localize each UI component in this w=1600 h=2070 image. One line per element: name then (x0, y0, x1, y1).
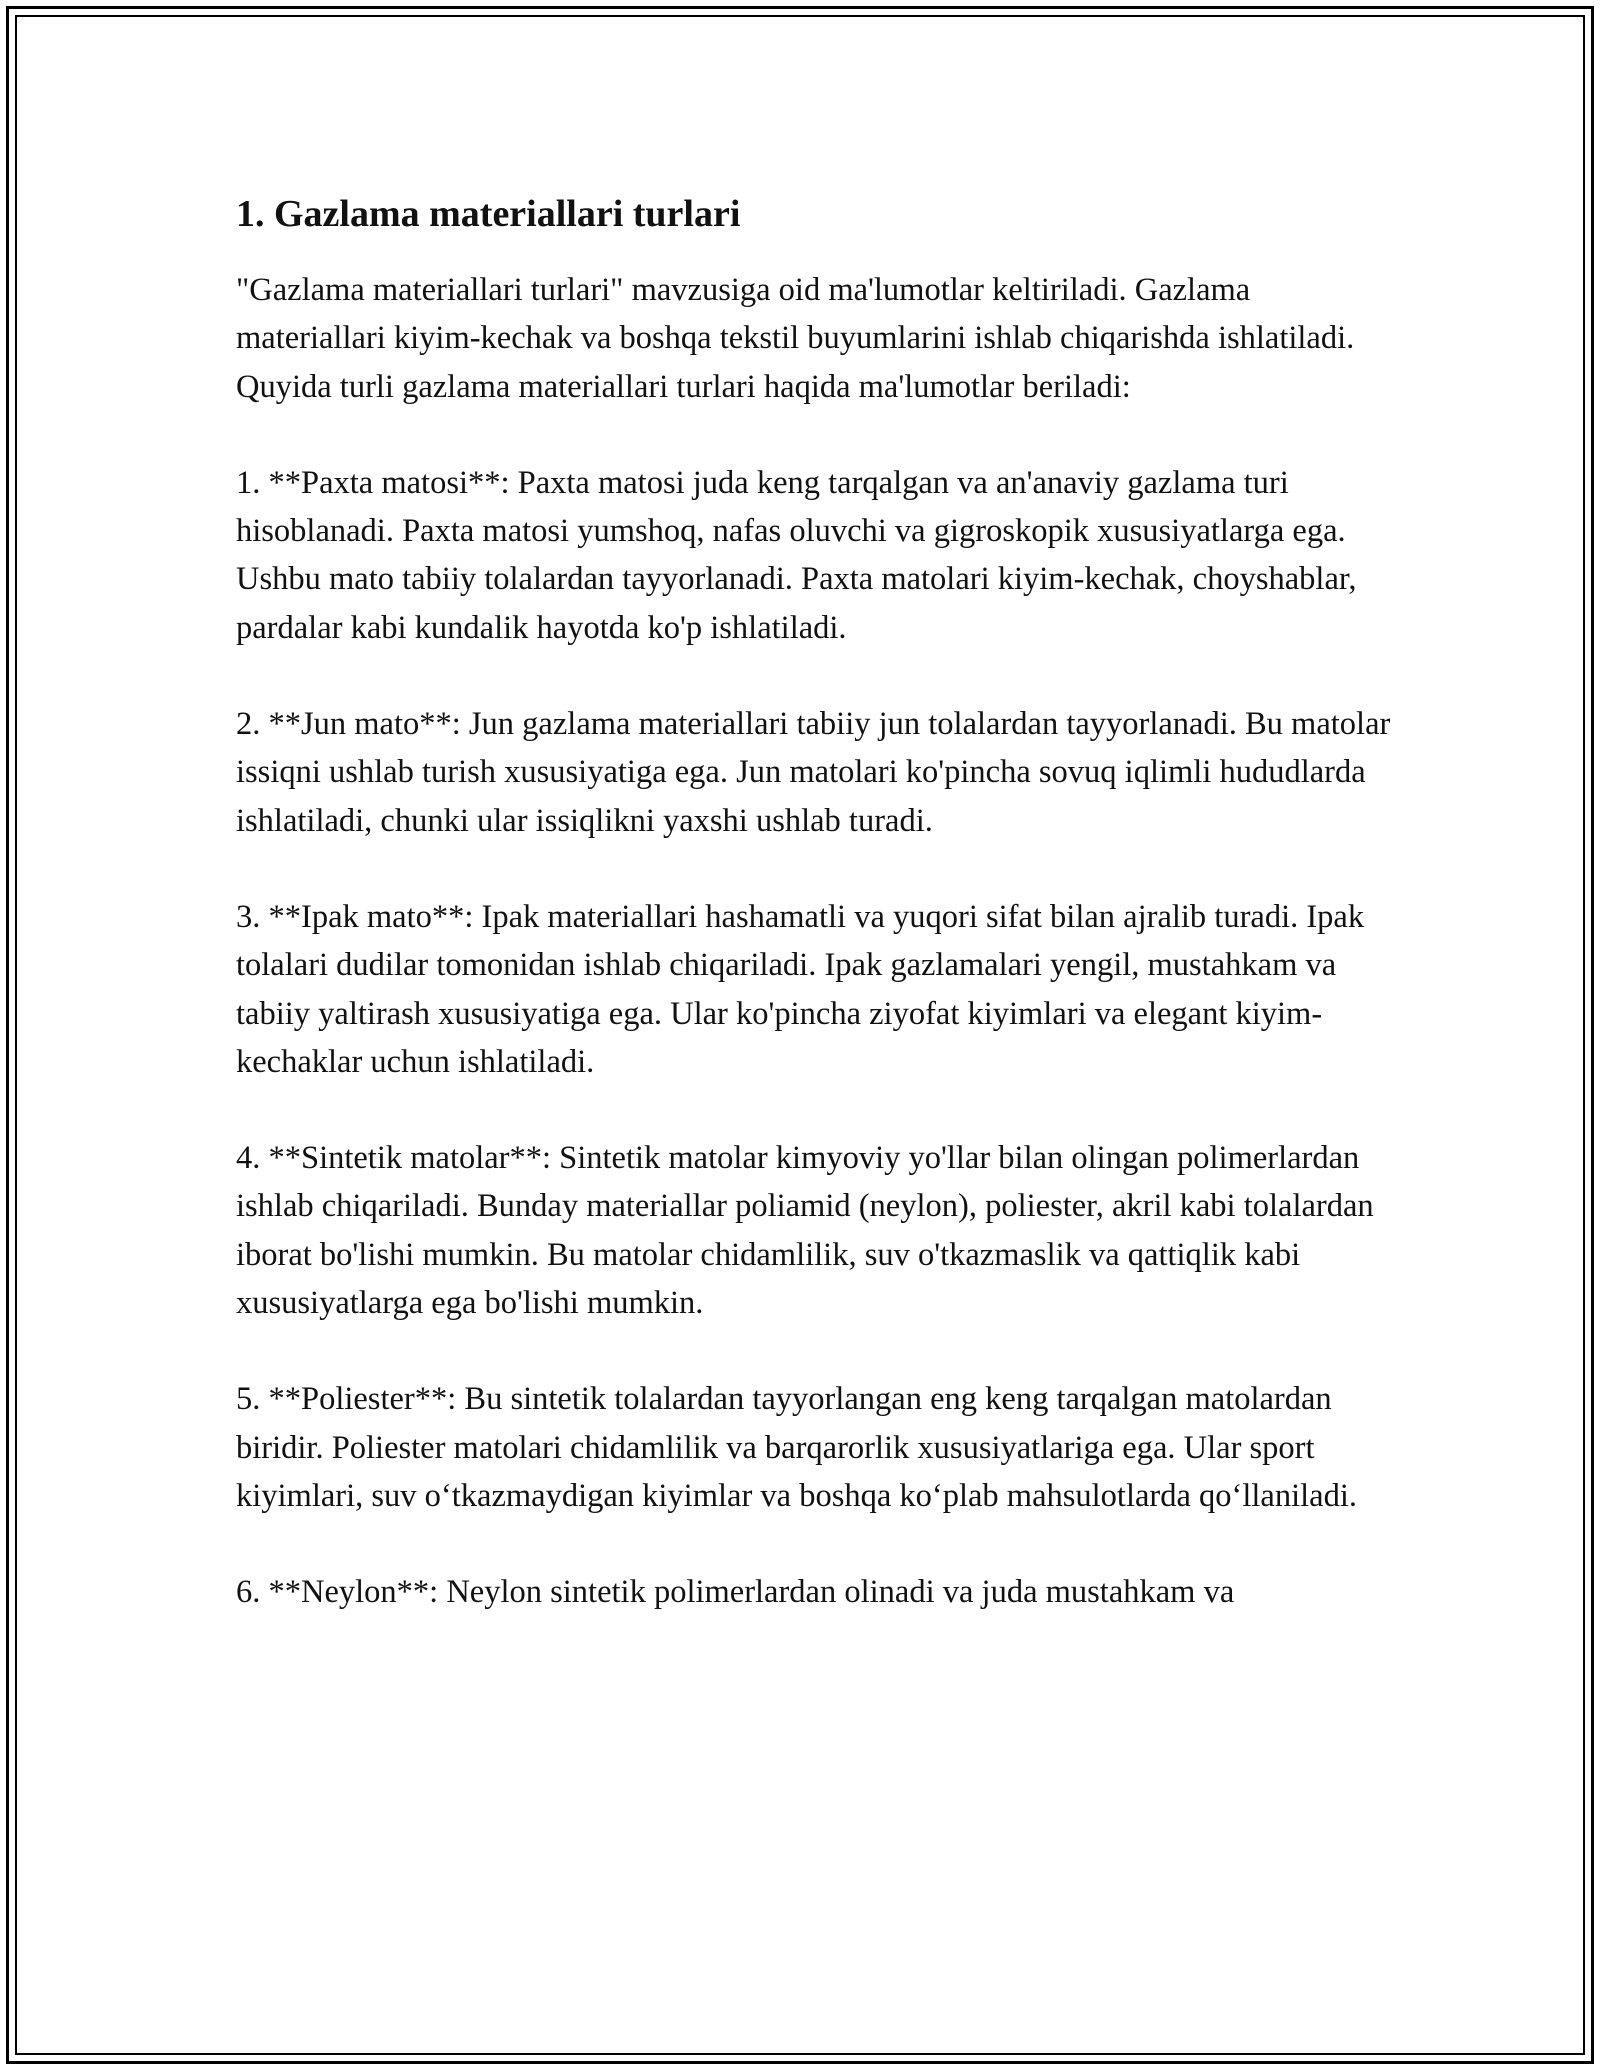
document-body (236, 188, 1396, 1665)
intro-paragraph: "Gazlama materiallari turlari" mavzusiga oid ma'lumotlar keltiriladi. Gazlama materiallari kiyim-kechak va boshqa tekstil buyumlarini ishlab chiqarishda ishlatiladi. Quyida turli gazlama materiallari turlari haqida ma'lumotlar beriladi: (236, 272, 1355, 405)
paragraph-jun-mato: 2. **Jun mato**: Jun gazlama materiallari tabiiy jun tolalardan tayyorlanadi. Bu matolar issiqni ushlab turish xususiyatiga ega. Jun matolari ko'pincha sovuq iqlimli hududlarda ishlatiladi, chunki ular issiqlikni yaxshi ushlab turadi. (236, 706, 1391, 839)
paragraph-neylon: 6. **Neylon**: Neylon sintetik polimerlardan olinadi va juda mustahkam va (236, 1574, 1235, 1611)
paragraph-poliester: 5. **Poliester**: Bu sintetik tolalardan tayyorlangan eng keng tarqalgan matolardan biridir. Poliester matolari chidamlilik va barqarorlik xususiyatlariga ega. Ular sport kiyimlari, suv o‘tkazmaydigan kiyimlar va boshqa ko‘plab mahsulotlarda qo‘llaniladi. (236, 1381, 1357, 1514)
paragraph-ipak-mato: 3. **Ipak mato**: Ipak materiallari hashamatli va yuqori sifat bilan ajralib turadi. Ipak tolalari dudilar tomonidan ishlab chiqariladi. Ipak gazlamalari yengil, mustahkam va tabiiy yaltirash xususiyatiga ega. Ular ko'pincha ziyofat kiyimlari va elegant kiyim-kechaklar uchun ishlatiladi. (236, 898, 1365, 1080)
paragraph-paxta-matosi: 1. **Paxta matosi**: Paxta matosi juda keng tarqalgan va an'anaviy gazlama turi hisoblanadi. Paxta matosi yumshoq, nafas oluvchi va gigroskopik xususiyatlarga ega. Ushbu mato tabiiy tolalardan tayyorlanadi. Paxta matolari kiyim-kechak, choyshablar, pardalar kabi kundalik hayotda ko'p ishlatiladi. (236, 464, 1357, 646)
document-title: 1. Gazlama materiallari turlari (236, 193, 741, 235)
paragraph-sintetik-matolar: 4. **Sintetik matolar**: Sintetik matolar kimyoviy yo'llar bilan olingan polimerlardan ishlab chiqariladi. Bunday materiallar poliamid (neylon), poliester, akril kabi tolalardan iborat bo'lishi mumkin. Bu matolar chidamlilik, suv o'tkazmaslik va qattiqlik kabi xususiyatlarga ega bo'lishi mumkin. (236, 1140, 1374, 1322)
